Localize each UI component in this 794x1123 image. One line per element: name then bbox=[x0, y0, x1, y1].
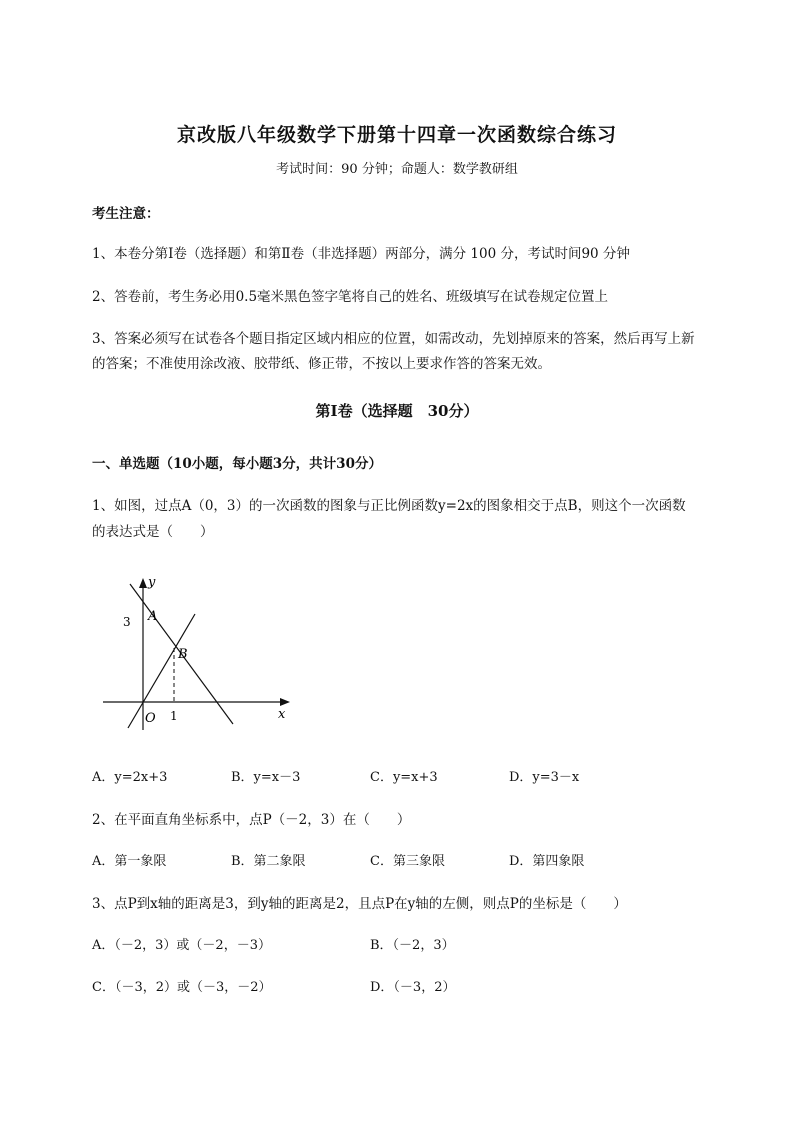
question-1-stem: 1、如图，过点A（0，3）的一次函数的图象与正比例函数y=2x的图象相交于点B，则这个一次函数 bbox=[92, 498, 686, 514]
question-3-option-a[interactable]: A．（－2，3）或（－2，－3） bbox=[92, 938, 271, 953]
question-1-option-b[interactable]: B．y=x－3 bbox=[231, 770, 301, 785]
question-1-option-d[interactable]: D．y=3－x bbox=[509, 770, 580, 785]
notice-item-3-cont: 的答案；不准使用涂改液、胶带纸、修正带，不按以上要求作答的答案无效。 bbox=[92, 356, 551, 372]
line-y-2x bbox=[128, 614, 195, 728]
notice-heading: 考生注意： bbox=[92, 206, 160, 222]
question-2-option-d[interactable]: D．第四象限 bbox=[509, 854, 585, 869]
y-label: y bbox=[148, 575, 156, 590]
question-3-option-b[interactable]: B．（－2，3） bbox=[370, 938, 455, 953]
question-1-figure bbox=[100, 572, 300, 737]
x-axis-arrow bbox=[280, 698, 290, 706]
section-title: 第Ⅰ卷（选择题 30分） bbox=[315, 402, 479, 420]
exam-info: 考试时间：90 分钟；命题人：数学教研组 bbox=[276, 162, 518, 177]
question-2-option-c[interactable]: C．第三象限 bbox=[370, 854, 445, 869]
part-title: 一、单选题（10小题，每小题3分，共计30分） bbox=[92, 456, 382, 472]
x-label: x bbox=[278, 707, 286, 722]
question-2-stem: 2、在平面直角坐标系中，点P（－2，3）在（ ） bbox=[92, 812, 411, 828]
page-title: 京改版八年级数学下册第十四章一次函数综合练习 bbox=[176, 124, 617, 146]
point-a-label: A bbox=[148, 609, 158, 624]
question-2-option-b[interactable]: B．第二象限 bbox=[231, 854, 306, 869]
point-b-label: B bbox=[178, 647, 188, 662]
y-axis-arrow bbox=[139, 578, 147, 588]
question-3-stem: 3、点P到x轴的距离是3，到y轴的距离是2，且点P在y轴的左侧，则点P的坐标是（ ） bbox=[92, 896, 627, 912]
question-1-stem-cont: 的表达式是（ ） bbox=[92, 524, 214, 540]
tick-label-3: 3 bbox=[123, 615, 131, 629]
origin-label: O bbox=[145, 711, 156, 726]
question-2-option-a[interactable]: A．第一象限 bbox=[92, 854, 167, 869]
question-3-option-d[interactable]: D．（－3，2） bbox=[370, 980, 456, 995]
notice-item-2: 2、答卷前，考生务必用0.5毫米黑色签字笔将自己的姓名、班级填写在试卷规定位置上 bbox=[92, 289, 609, 305]
notice-item-3: 3、答案必须写在试卷各个题目指定区域内相应的位置，如需改动，先划掉原来的答案，然后再写上新 bbox=[92, 331, 695, 347]
question-1-option-c[interactable]: C．y=x+3 bbox=[370, 770, 438, 785]
question-3-option-c[interactable]: C．（－3，2）或（－3，－2） bbox=[92, 980, 272, 995]
tick-label-1: 1 bbox=[170, 709, 178, 723]
notice-item-1: 1、本卷分第Ⅰ卷（选择题）和第Ⅱ卷（非选择题）两部分，满分 100 分，考试时间90 分钟 bbox=[92, 246, 630, 262]
question-1-option-a[interactable]: A．y=2x+3 bbox=[92, 770, 168, 785]
